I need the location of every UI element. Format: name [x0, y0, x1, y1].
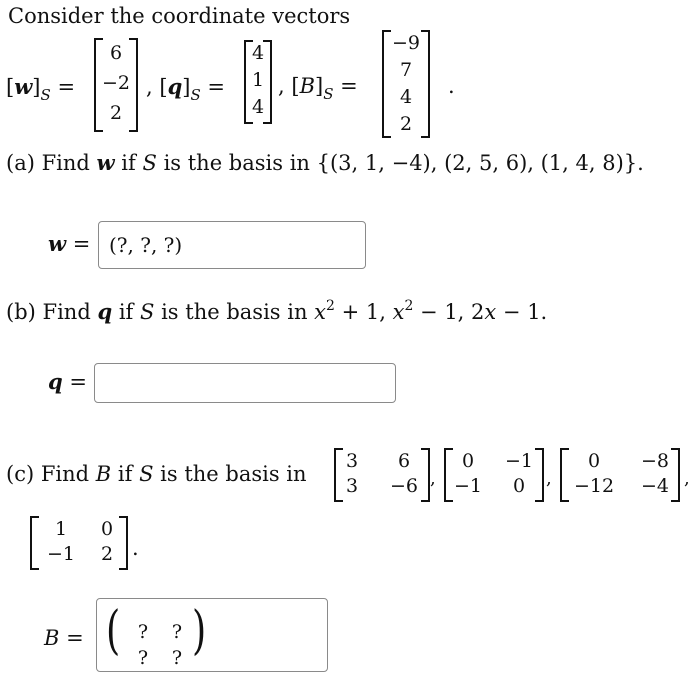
part-c-answer-input[interactable] [96, 598, 328, 672]
left-paren: ( [106, 601, 121, 661]
part-a-question: (a) Find w if S is the basis in {(3, 1, −4), (2, 5, 6), (1, 4, 8)}. [6, 150, 644, 175]
basis-matrix-1 [334, 448, 430, 502]
matrix-comma: , [430, 468, 436, 489]
vector-entry: 7 [399, 59, 413, 81]
matrix-answer-cell[interactable]: ? [171, 621, 183, 643]
part-c-question: (c) Find B if S is the basis in [6, 462, 307, 486]
matrix-entry: −12 [573, 475, 615, 497]
matrix-answer-cell[interactable]: ? [137, 621, 149, 643]
part-a-answer-input[interactable]: (?, ?, ?) [98, 221, 366, 269]
basis-matrix-2 [444, 448, 544, 502]
matrix-comma: , [684, 468, 690, 489]
matrix-entry: −6 [389, 475, 418, 497]
part-b-answer-input[interactable] [94, 363, 396, 403]
matrix-answer-cell[interactable]: ? [137, 647, 149, 669]
vector-entry: 4 [251, 42, 265, 64]
vector-entry: −2 [101, 72, 130, 94]
B-coord-vector [382, 30, 430, 138]
matrix-entry: 0 [587, 450, 601, 472]
right-paren: ) [192, 601, 207, 661]
w-coord-vector [94, 38, 138, 132]
part-c-answer-label: B = [44, 626, 84, 650]
part-a-answer-label: w = [48, 231, 91, 256]
matrix-entry: 6 [397, 450, 411, 472]
matrix-entry: 1 [54, 518, 68, 540]
matrix-entry: 0 [512, 475, 526, 497]
vector-entry: 4 [399, 86, 413, 108]
vector-entry: 1 [251, 69, 265, 91]
matrix-entry: −1 [46, 543, 75, 565]
part-b-question: (b) Find q if S is the basis in $x^2 + 1$, $x^2 - 1$, 2x − 1. [6, 298, 548, 324]
intro-text: Consider the coordinate vectors [8, 4, 351, 28]
q-coord-vector [244, 40, 272, 124]
matrix-entry: −8 [640, 450, 669, 472]
matrix-answer-cell[interactable]: ? [171, 647, 183, 669]
basis-matrix-3 [560, 448, 680, 502]
vector-entry: 6 [109, 42, 123, 64]
part-b-answer-label: q = [48, 369, 87, 394]
matrix-entry: −4 [640, 475, 669, 497]
matrix-entry: 3 [345, 475, 359, 497]
vector-entry: −9 [391, 32, 420, 54]
B-coord-label: , $[B]_S$ = [278, 74, 358, 103]
q-coord-label: , $[q]_S$ = [146, 74, 226, 104]
basis-matrix-4 [30, 516, 128, 570]
matrix-comma: , [546, 468, 552, 489]
coord-period: . [448, 74, 455, 98]
vector-entry: 2 [399, 113, 413, 135]
vector-entry: 2 [109, 102, 123, 124]
matrix-entry: 3 [345, 450, 359, 472]
vector-entry: 4 [251, 96, 265, 118]
part-c-period: . [132, 536, 139, 560]
matrix-entry: 2 [100, 543, 114, 565]
matrix-entry: 0 [100, 518, 114, 540]
matrix-entry: −1 [453, 475, 482, 497]
matrix-entry: −1 [504, 450, 533, 472]
w-coord-label: $[w]_S$ = [6, 74, 76, 104]
matrix-entry: 0 [461, 450, 475, 472]
